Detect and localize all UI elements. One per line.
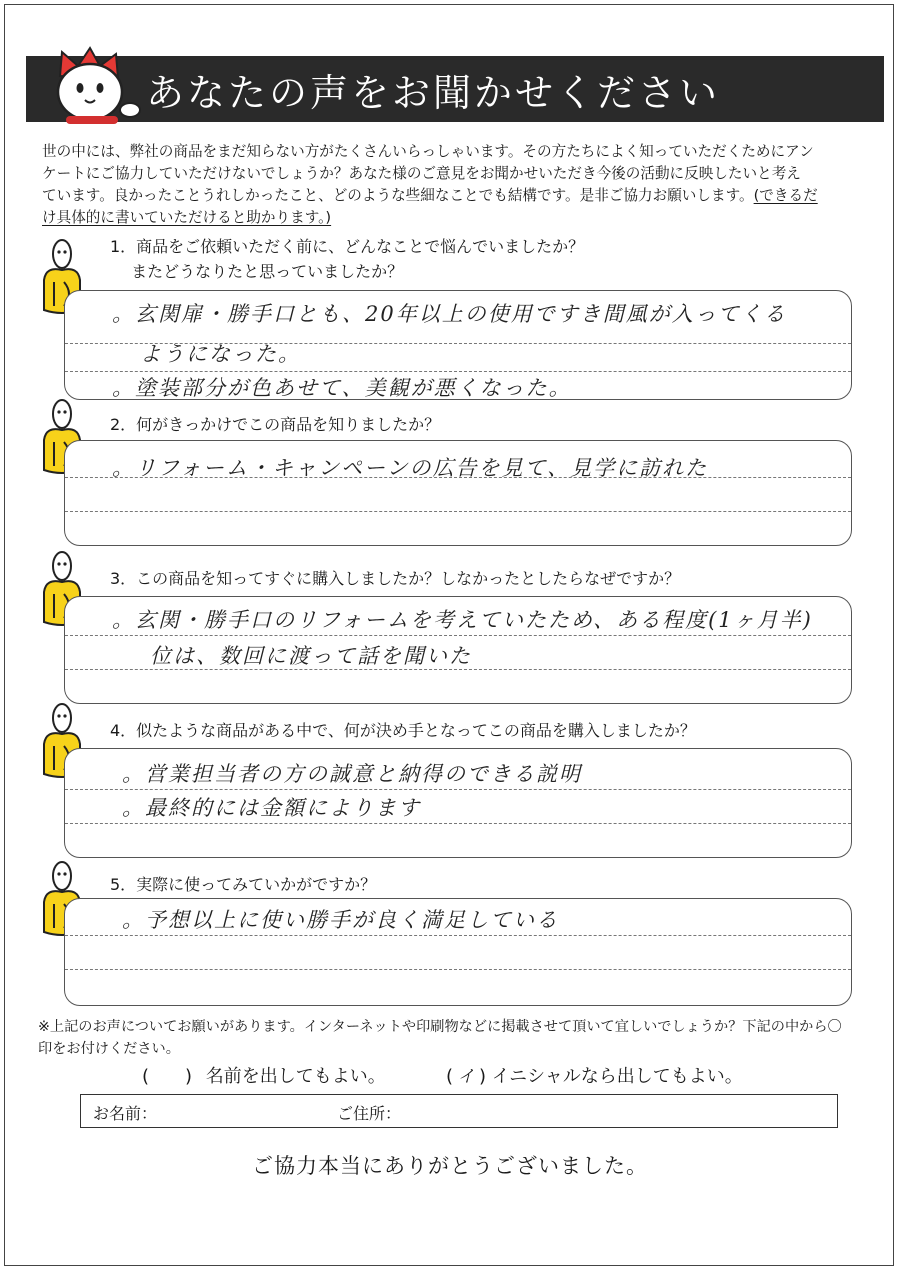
question-text: またどうなりたと思っていましたか？ bbox=[110, 262, 404, 281]
header-banner bbox=[26, 56, 884, 122]
rule-line bbox=[65, 511, 851, 512]
rule-line bbox=[65, 935, 851, 936]
rule-line bbox=[65, 789, 851, 790]
answer-3-line-2: 位は、数回に渡って話を聞いた bbox=[150, 644, 472, 668]
question-text: 2．何がきっかけでこの商品を知りましたか？ bbox=[110, 415, 441, 434]
publication-note bbox=[38, 1016, 884, 1060]
cat-mascot-icon bbox=[42, 40, 142, 130]
note-line: ※上記のお声についてお願いがあります。インターネットや印刷物などに掲載させて頂いて宜しいでしょうか？下記の中から〇 bbox=[38, 1019, 842, 1035]
answer-3-line-1: 。玄関・勝手口のリフォームを考えていたため、ある程度(1ヶ月半) bbox=[112, 608, 813, 632]
consent-option-name[interactable] bbox=[142, 1062, 386, 1088]
paren-close: ) bbox=[479, 1066, 487, 1087]
answer-1-line-1: 。玄関扉・勝手口とも、20年以上の使用ですき間風が入ってくる bbox=[112, 302, 787, 326]
answer-2-line-1: 。リフォーム・キャンペーンの広告を見て、見学に訪れた bbox=[112, 456, 709, 480]
question-text: 3．この商品を知ってすぐに購入しましたか？しなかったとしたらなぜですか？ bbox=[110, 569, 681, 588]
intro-text bbox=[42, 141, 872, 229]
intro-text-plain: ています。良かったことうれしかったこと、どのような些細なことでも結構です。是非ご協力お願いします。 bbox=[42, 187, 754, 204]
question-5-title bbox=[110, 872, 376, 897]
note-line: 印をお付けください。 bbox=[38, 1041, 180, 1057]
question-1-title bbox=[110, 234, 584, 284]
consent-option-initials[interactable] bbox=[446, 1062, 743, 1088]
intro-line: ケートにご協力していただけないでしょうか？あなた様のご意見をお聞かせいただき今後の活動に反映したいと考え bbox=[42, 165, 801, 182]
paren-open: ( bbox=[446, 1066, 454, 1087]
question-3-title bbox=[110, 566, 680, 591]
option-1-label: 名前を出してもよい。 bbox=[205, 1066, 386, 1087]
address-label: ご住所： bbox=[337, 1104, 402, 1123]
intro-line: 世の中には、弊社の商品をまだ知らない方がたくさんいらっしゃいます。その方たちによく知っていただくためにアン bbox=[42, 143, 814, 160]
name-label: お名前： bbox=[93, 1104, 158, 1123]
question-text: 1．商品をご依頼いただく前に、どんなことで悩んでいましたか？ bbox=[110, 237, 585, 256]
answer-5-line-1: 。予想以上に使い勝手が良く満足している bbox=[122, 908, 559, 932]
question-4-title bbox=[110, 718, 696, 743]
answer-4-line-1: 。営業担当者の方の誠意と納得のできる説明 bbox=[122, 762, 582, 786]
thanks-message: ご協力本当にありがとうございました。 bbox=[252, 1154, 648, 1178]
intro-highlight: け具体的に書いていただけると助かります。) bbox=[42, 209, 332, 226]
intro-line bbox=[42, 185, 872, 207]
option-2-label: イニシャルなら出してもよい。 bbox=[491, 1066, 743, 1087]
contact-box[interactable] bbox=[80, 1094, 838, 1128]
answer-4-line-2: 。最終的には金額によります bbox=[122, 796, 421, 820]
option-1-checkbox[interactable]: ( ) bbox=[142, 1066, 193, 1087]
intro-highlight: (できるだ bbox=[753, 187, 818, 204]
rule-line bbox=[65, 823, 851, 824]
answer-1-line-3: 。塗装部分が色あせて、美観が悪くなった。 bbox=[112, 376, 572, 400]
rule-line bbox=[65, 635, 851, 636]
option-2-mark[interactable]: イ bbox=[457, 1067, 475, 1087]
answer-1-line-2: ようになった。 bbox=[140, 342, 301, 366]
question-text: 5．実際に使ってみていかがですか？ bbox=[110, 875, 377, 894]
rule-line bbox=[65, 969, 851, 970]
question-text: 4．似たような商品がある中で、何が決め手となってこの商品を購入しましたか？ bbox=[110, 721, 696, 740]
question-2-title bbox=[110, 412, 440, 437]
page-title: あなたの声をお聞かせください bbox=[146, 71, 721, 115]
